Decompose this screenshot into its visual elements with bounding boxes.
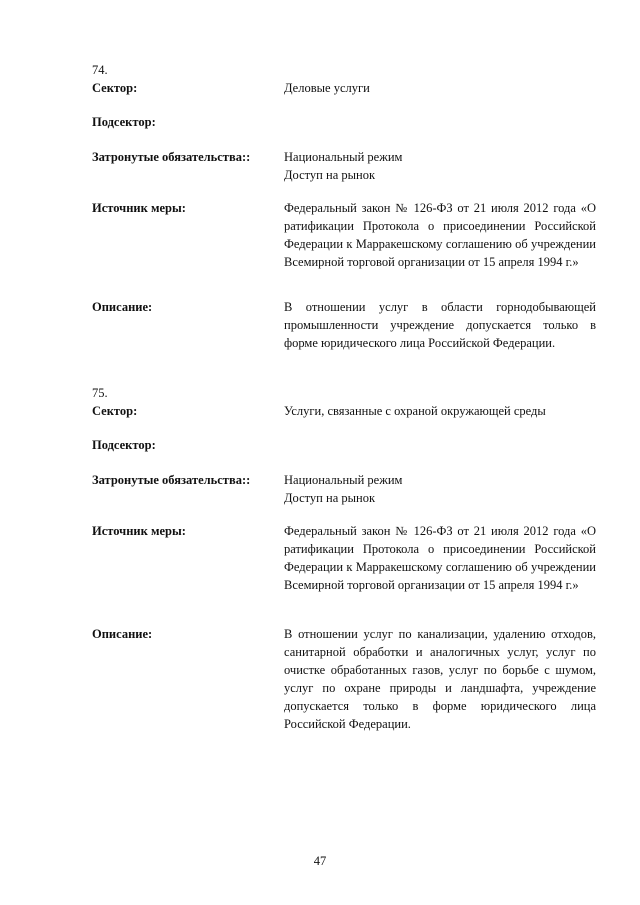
sector-value: Услуги, связанные с охраной окружающей среды [284,404,546,418]
source-label: Источник меры: [92,201,186,215]
obligations-value [284,148,596,184]
sector-label: Сектор: [92,81,138,95]
obligations-label: Затронутые обязательства:: [92,473,251,487]
description-label: Описание: [92,627,153,641]
entry-number: 75. [92,386,108,400]
obligation-item: Национальный режим [284,473,403,487]
obligation-item: Доступ на рынок [284,168,376,182]
subsector-label: Подсектор: [92,115,156,129]
description-text: В отношении услуг по канализации, удалению отходов, санитарной обработки и аналогичных услуг, услуг по очистке обработанных газов, услуг по борьбе с шумом, услуг по охране природы и ландшафта, учреждение допускается только в форме юридического лица Российской Федерации. [284,627,596,731]
source-label: Источник меры: [92,524,186,538]
obligation-item: Доступ на рынок [284,491,376,505]
obligations-label: Затронутые обязательства:: [92,150,251,164]
source-text: Федеральный закон № 126-ФЗ от 21 июля 2012 года «О ратификации Протокола о присоединении Российской Федерации к Марракешскому соглашению об учреждении Всемирной торговой организации от 15 апреля 1994 г.» [284,524,596,592]
page-number: 47 [313,854,327,868]
entry-74 [92,62,596,350]
obligations-value [284,471,596,507]
description-text: В отношении услуг в области горнодобывающей промышленности учреждение допускается только в форме юридического лица Российской Федерации. [284,300,596,350]
obligation-item: Национальный режим [284,150,403,164]
description-label: Описание: [92,300,153,314]
source-text: Федеральный закон № 126-ФЗ от 21 июля 2012 года «О ратификации Протокола о присоединении Российской Федерации к Марракешскому соглашению об учреждении Всемирной торговой организации от 15 апреля 1994 г.» [284,201,596,269]
subsector-label: Подсектор: [92,438,156,452]
sector-label: Сектор: [92,404,138,418]
sector-value: Деловые услуги [284,81,370,95]
entry-number: 74. [92,63,108,77]
entry-75 [92,385,596,731]
